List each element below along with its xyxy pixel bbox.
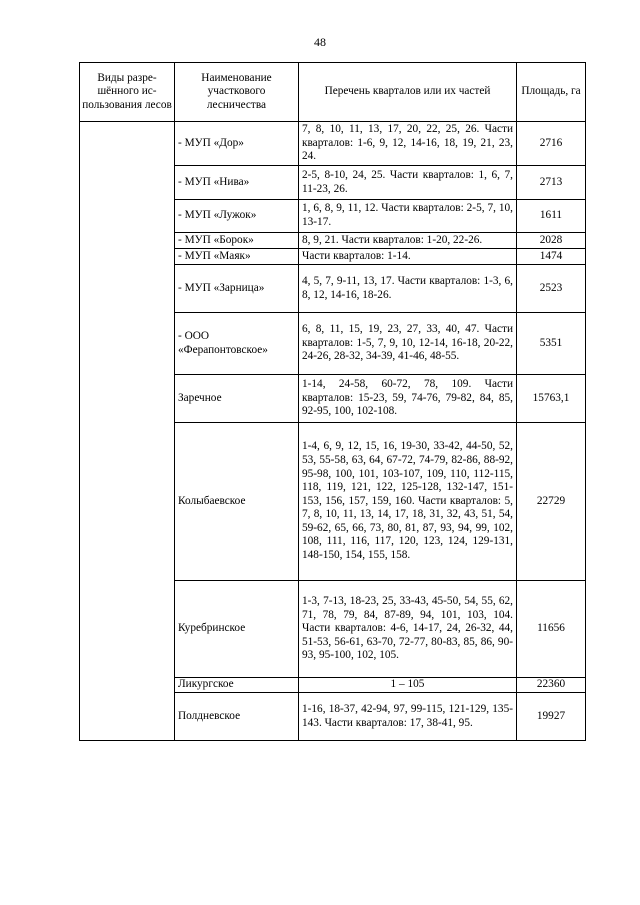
- quarters-list: 4, 5, 7, 9-11, 13, 17. Части кварталов: 1-3, 6, 8, 12, 14-16, 18-26.: [299, 265, 517, 313]
- area-value: 22729: [517, 423, 586, 581]
- quarters-list: 1-14, 24-58, 60-72, 78, 109. Части кварталов: 15-23, 59, 74-76, 79-82, 84, 85, 92-95, 100, 102-108.: [299, 375, 517, 423]
- quarters-list: 1-16, 18-37, 42-94, 97, 99-115, 121-129, 135-143. Части кварталов: 17, 38-41, 95.: [299, 693, 517, 741]
- area-value: 11656: [517, 581, 586, 678]
- district-name: - МУП «Маяк»: [175, 249, 299, 265]
- area-value: 2523: [517, 265, 586, 313]
- area-value: 2028: [517, 233, 586, 249]
- quarters-list: 8, 9, 21. Части кварталов: 1-20, 22-26.: [299, 233, 517, 249]
- page-number: 48: [314, 35, 326, 49]
- quarters-list: 1, 6, 8, 9, 11, 12. Части кварталов: 2-5, 7, 10, 13-17.: [299, 200, 517, 233]
- area-value: 15763,1: [517, 375, 586, 423]
- district-name: Ликургское: [175, 678, 299, 693]
- quarters-list: 1-4, 6, 9, 12, 15, 16, 19-30, 33-42, 44-50, 52, 53, 55-58, 63, 64, 67-72, 74-79, 82-86, 88-92, 95-98, 100, 101, 103-107, 109, 110, 112-115, 118, 119, 121, 122, 125-128, 132-147, 151-153, 156, 157, 159, 160. Части кварталов: 5, 7, 8, 10, 11, 13, 14, 17, 18, 31, 32, 43, 51, 54, 59-62, 65, 66, 73, 80, 81, 87, 93, 94, 99, 102, 108, 111, 116, 117, 120, 123, 124, 129-131, 148-150, 154, 155, 158.: [299, 423, 517, 581]
- quarters-list: 2-5, 8-10, 24, 25. Части кварталов: 1, 6, 7, 11-23, 26.: [299, 166, 517, 200]
- district-name: - МУП «Дор»: [175, 122, 299, 166]
- use-type-cell: [80, 122, 175, 741]
- forest-quarters-table: [79, 62, 586, 741]
- district-name: - МУП «Нива»: [175, 166, 299, 200]
- district-name: Куребринское: [175, 581, 299, 678]
- quarters-list: 7, 8, 10, 11, 13, 17, 20, 22, 25, 26. Части кварталов: 1-6, 9, 12, 14-16, 18, 19, 21, 23, 24.: [299, 122, 517, 166]
- header-area: Площадь, га: [517, 63, 586, 122]
- header-quarters: Перечень кварталов или их частей: [299, 63, 517, 122]
- quarters-list: 1 – 105: [299, 678, 517, 693]
- quarters-list: 1-3, 7-13, 18-23, 25, 33-43, 45-50, 54, 55, 62, 71, 78, 79, 84, 87-89, 94, 101, 103, 104. Части кварталов: 4-6, 14-17, 24, 26-32, 44, 51-53, 56-61, 63-70, 72-77, 80-83, 85, 86, 90-93, 95-100, 102, 105.: [299, 581, 517, 678]
- district-name: - МУП «Лужок»: [175, 200, 299, 233]
- header-use-type: Виды разре-шённого ис-пользования лесов: [80, 63, 175, 122]
- header-district: Наименование участкового лесничества: [175, 63, 299, 122]
- district-name: - МУП «Борок»: [175, 233, 299, 249]
- area-value: 1474: [517, 249, 586, 265]
- area-value: 2716: [517, 122, 586, 166]
- table-header-row: [80, 63, 586, 122]
- area-value: 2713: [517, 166, 586, 200]
- area-value: 22360: [517, 678, 586, 693]
- quarters-list: 6, 8, 11, 15, 19, 23, 27, 33, 40, 47. Части кварталов: 1-5, 7, 9, 10, 12-14, 16-18, 20-22, 24-26, 28-32, 34-39, 41-46, 48-55.: [299, 313, 517, 375]
- area-value: 5351: [517, 313, 586, 375]
- district-name: Заречное: [175, 375, 299, 423]
- area-value: 19927: [517, 693, 586, 741]
- quarters-list: Части кварталов: 1-14.: [299, 249, 517, 265]
- district-name: Полдневское: [175, 693, 299, 741]
- area-value: 1611: [517, 200, 586, 233]
- district-name: - МУП «Зарница»: [175, 265, 299, 313]
- district-name: - ООО «Ферапонтовское»: [175, 313, 299, 375]
- district-name: Колыбаевское: [175, 423, 299, 581]
- table-row: [80, 122, 586, 166]
